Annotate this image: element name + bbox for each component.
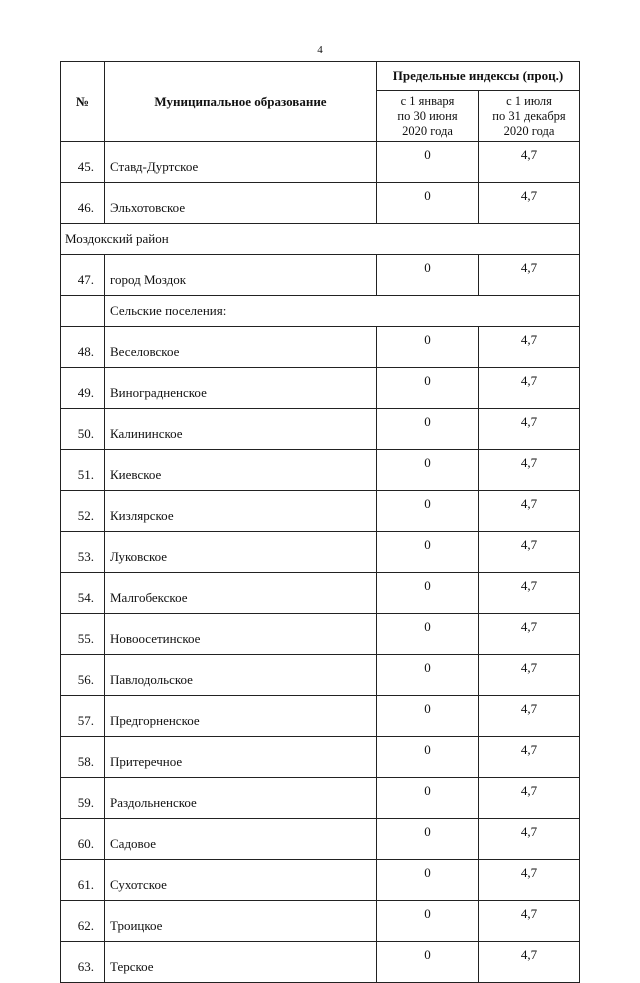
row-number: 51. bbox=[61, 450, 105, 491]
table-row bbox=[61, 696, 580, 737]
table-row bbox=[61, 819, 580, 860]
table-row bbox=[61, 860, 580, 901]
row-value-period-1: 0 bbox=[377, 942, 479, 983]
table-row bbox=[61, 450, 580, 491]
row-municipality: Притеречное bbox=[105, 737, 377, 778]
row-value-period-2: 4,7 bbox=[479, 655, 580, 696]
header-period-2-line-2: по 31 декабря bbox=[492, 108, 566, 123]
row-value-period-2: 4,7 bbox=[479, 327, 580, 368]
row-number: 60. bbox=[61, 819, 105, 860]
row-value-period-1: 0 bbox=[377, 142, 479, 183]
row-municipality: Луковское bbox=[105, 532, 377, 573]
row-value-period-1: 0 bbox=[377, 573, 479, 614]
header-period-1 bbox=[377, 91, 479, 142]
row-number: 45. bbox=[61, 142, 105, 183]
row-municipality: Веселовское bbox=[105, 327, 377, 368]
row-value-period-2: 4,7 bbox=[479, 614, 580, 655]
row-value-period-2: 4,7 bbox=[479, 942, 580, 983]
row-municipality: Эльхотовское bbox=[105, 183, 377, 224]
row-value-period-1: 0 bbox=[377, 614, 479, 655]
row-value-period-1: 0 bbox=[377, 819, 479, 860]
district-row bbox=[61, 224, 580, 255]
row-value-period-2: 4,7 bbox=[479, 901, 580, 942]
table-row bbox=[61, 409, 580, 450]
row-number: 56. bbox=[61, 655, 105, 696]
row-value-period-1: 0 bbox=[377, 409, 479, 450]
row-number: 53. bbox=[61, 532, 105, 573]
row-value-period-2: 4,7 bbox=[479, 778, 580, 819]
row-value-period-1: 0 bbox=[377, 696, 479, 737]
row-value-period-1: 0 bbox=[377, 778, 479, 819]
header-number: № bbox=[61, 62, 105, 142]
row-number: 48. bbox=[61, 327, 105, 368]
row-value-period-1: 0 bbox=[377, 255, 479, 296]
row-municipality: Ставд-Дуртское bbox=[105, 142, 377, 183]
row-municipality: Новоосетинское bbox=[105, 614, 377, 655]
table-row bbox=[61, 778, 580, 819]
row-municipality: Раздольненское bbox=[105, 778, 377, 819]
row-value-period-1: 0 bbox=[377, 327, 479, 368]
row-municipality: город Моздок bbox=[105, 255, 377, 296]
row-value-period-1: 0 bbox=[377, 860, 479, 901]
row-number: 55. bbox=[61, 614, 105, 655]
row-value-period-1: 0 bbox=[377, 655, 479, 696]
row-number: 54. bbox=[61, 573, 105, 614]
table-row bbox=[61, 655, 580, 696]
table-row bbox=[61, 183, 580, 224]
table-row bbox=[61, 368, 580, 409]
header-period-1-line-3: 2020 года bbox=[402, 123, 453, 138]
header-period-2-line-3: 2020 года bbox=[503, 123, 555, 138]
row-value-period-1: 0 bbox=[377, 450, 479, 491]
row-municipality: Малгобекское bbox=[105, 573, 377, 614]
row-value-period-1: 0 bbox=[377, 901, 479, 942]
subsection-row bbox=[61, 296, 580, 327]
row-value-period-2: 4,7 bbox=[479, 368, 580, 409]
row-municipality: Павлодольское bbox=[105, 655, 377, 696]
table-row bbox=[61, 327, 580, 368]
row-municipality: Киевское bbox=[105, 450, 377, 491]
row-value-period-2: 4,7 bbox=[479, 819, 580, 860]
row-value-period-2: 4,7 bbox=[479, 183, 580, 224]
row-value-period-1: 0 bbox=[377, 532, 479, 573]
row-municipality: Калининское bbox=[105, 409, 377, 450]
row-value-period-2: 4,7 bbox=[479, 450, 580, 491]
row-value-period-2: 4,7 bbox=[479, 737, 580, 778]
table-row bbox=[61, 532, 580, 573]
page-number: 4 bbox=[317, 44, 323, 56]
table-row bbox=[61, 737, 580, 778]
row-value-period-2: 4,7 bbox=[479, 573, 580, 614]
row-value-period-2: 4,7 bbox=[479, 860, 580, 901]
header-period-2 bbox=[479, 91, 580, 142]
table-row bbox=[61, 614, 580, 655]
header-period-2-line-1: с 1 июля bbox=[506, 93, 552, 108]
table-row bbox=[61, 255, 580, 296]
row-value-period-1: 0 bbox=[377, 491, 479, 532]
table-row bbox=[61, 901, 580, 942]
row-municipality: Сухотское bbox=[105, 860, 377, 901]
header-municipality: Муниципальное образование bbox=[105, 62, 377, 142]
row-value-period-2: 4,7 bbox=[479, 491, 580, 532]
row-number: 62. bbox=[61, 901, 105, 942]
indices-table bbox=[60, 61, 580, 983]
row-value-period-2: 4,7 bbox=[479, 696, 580, 737]
row-municipality: Виноградненское bbox=[105, 368, 377, 409]
row-number: 57. bbox=[61, 696, 105, 737]
row-value-period-2: 4,7 bbox=[479, 142, 580, 183]
subsection-empty-cell bbox=[61, 296, 105, 327]
row-value-period-1: 0 bbox=[377, 737, 479, 778]
table-row bbox=[61, 573, 580, 614]
table-row bbox=[61, 142, 580, 183]
row-number: 50. bbox=[61, 409, 105, 450]
row-value-period-2: 4,7 bbox=[479, 255, 580, 296]
row-municipality: Предгорненское bbox=[105, 696, 377, 737]
header-period-1-line-1: с 1 января bbox=[400, 93, 455, 108]
row-municipality: Терское bbox=[105, 942, 377, 983]
row-number: 63. bbox=[61, 942, 105, 983]
row-value-period-1: 0 bbox=[377, 368, 479, 409]
table-row bbox=[61, 491, 580, 532]
table-row bbox=[61, 942, 580, 983]
row-municipality: Садовое bbox=[105, 819, 377, 860]
row-number: 61. bbox=[61, 860, 105, 901]
subsection-label: Сельские поселения: bbox=[105, 296, 580, 327]
row-value-period-2: 4,7 bbox=[479, 532, 580, 573]
row-number: 49. bbox=[61, 368, 105, 409]
row-municipality: Кизлярское bbox=[105, 491, 377, 532]
row-municipality: Троицкое bbox=[105, 901, 377, 942]
row-number: 46. bbox=[61, 183, 105, 224]
district-name: Моздокский район bbox=[61, 224, 580, 255]
row-number: 47. bbox=[61, 255, 105, 296]
row-number: 58. bbox=[61, 737, 105, 778]
header-limit-indices: Предельные индексы (проц.) bbox=[377, 62, 580, 91]
row-number: 59. bbox=[61, 778, 105, 819]
row-value-period-1: 0 bbox=[377, 183, 479, 224]
header-period-1-line-2: по 30 июня bbox=[397, 108, 458, 123]
row-number: 52. bbox=[61, 491, 105, 532]
row-value-period-2: 4,7 bbox=[479, 409, 580, 450]
